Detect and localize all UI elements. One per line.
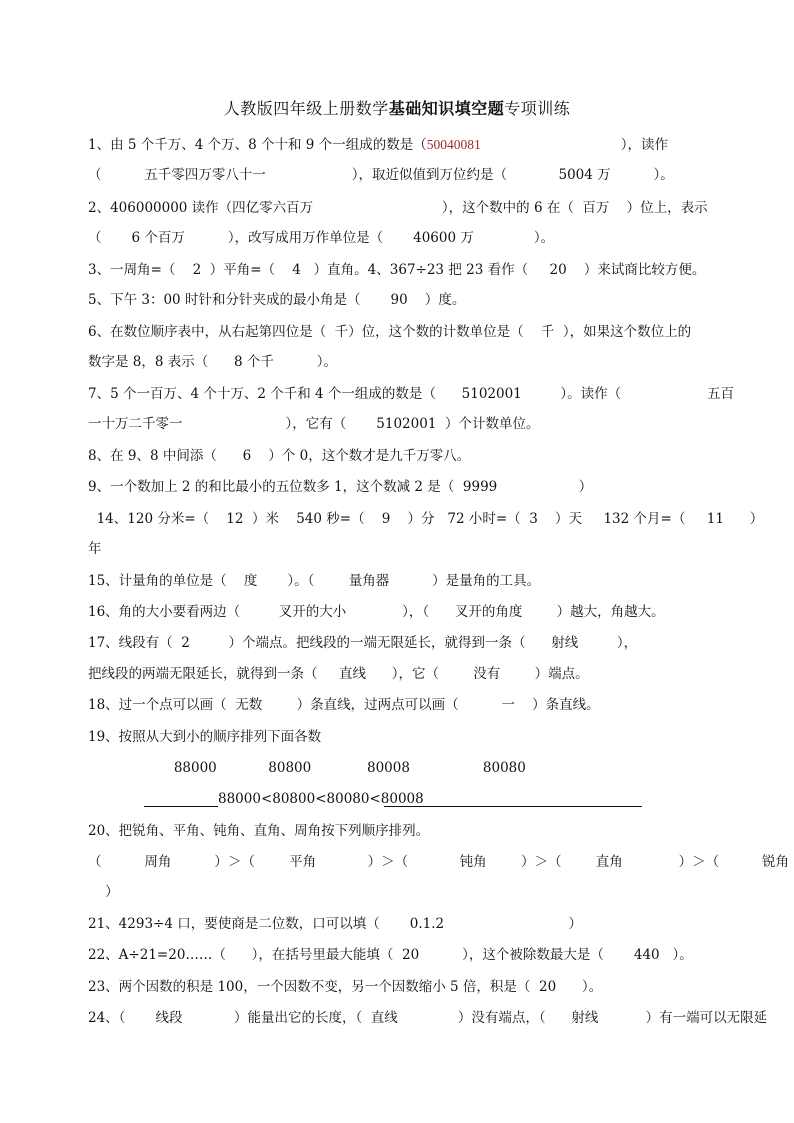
title-part-1: 人教版四年级上册数学 <box>223 99 389 118</box>
question-17-line-1: 17、线段有（ 2 ）个端点。把线段的一端无限延长，就得到一条（ 射线 ）， <box>88 635 638 651</box>
question-2-line-1: 2、406000000 读作（四亿零六百万 ），这个数中的 6 在（ 百万 ）位上，表示 <box>88 200 708 216</box>
question-15: 15、计量角的单位是（ 度 ）。（ 量角器 ）是量角的工具。 <box>88 573 541 589</box>
question-5: 5、下午 3：00 时针和分针夹成的最小角是（ 90 ）度。 <box>88 292 466 308</box>
question-20-prompt: 20、把锐角、平角、钝角、直角、周角按下列顺序排列。 <box>88 823 430 839</box>
question-1-line-2: （ 五千零四万零八十一 ），取近似值到万位约是（ 5004 万 ）。 <box>88 167 674 183</box>
question-20-answer-line-1: （ 周角 ）＞（ 平角 ）＞（ 钝角 ）＞（ 直角 ）＞（ 锐角 <box>88 854 790 870</box>
question-1-text-end: ），读作 <box>620 137 668 153</box>
question-19-answer: 88000<80800<80080<80008 <box>218 791 424 807</box>
question-16: 16、角的大小要看两边（ 叉开的大小 ），（ 叉开的角度 ）越大，角越大。 <box>88 604 665 620</box>
question-22: 22、A÷21=20……（ ），在括号里最大能填（ 20 ），这个被除数最大是（ 440 ）。 <box>88 947 693 963</box>
question-19-numbers: 88000 80800 80008 80080 <box>88 760 526 776</box>
question-14-line-1: 14、120 分米=（ 12 ）米 540 秒=（ 9 ）分 72 小时=（ 3 ）天 132 个月=（ 11 ） <box>88 511 764 527</box>
question-1-line-1 <box>88 135 668 155</box>
question-1-text: 1、由 5 个千万、4 个万、8 个十和 9 个一组成的数是（ <box>88 137 427 153</box>
question-18: 18、过一个点可以画（ 无数 ）条直线，过两点可以画（ 一 ）条直线。 <box>88 697 600 713</box>
question-6-line-2: 数字是 8，8 表示（ 8 个千 ）。 <box>88 354 338 370</box>
question-21: 21、4293÷4 口，要使商是二位数，口可以填（ 0.1.2 ） <box>88 916 583 932</box>
question-2-line-2: （ 6 个百万 ），改写成用万作单位是（ 40600 万 ）。 <box>88 230 555 246</box>
question-8: 8、在 9、8 中间添（ 6 ）个 0，这个数才是九千万零八。 <box>88 448 471 464</box>
question-6-line-1: 6、在数位顺序表中，从右起第四位是（ 千）位，这个数的计数单位是（ 千 ），如果这个数位上的 <box>88 324 692 340</box>
question-7-line-2: 一十万二千零一 ），它有（ 5102001 ）个计数单位。 <box>88 416 540 432</box>
question-20-answer-line-2: ） <box>88 884 119 900</box>
question-19-prompt: 19、按照从大到小的顺序排列下面各数 <box>88 729 322 745</box>
question-9: 9、一个数加上 2 的和比最小的五位数多 1，这个数减 2 是（ 9999 ） <box>88 479 593 495</box>
answer-line-left <box>144 806 218 807</box>
question-23: 23、两个因数的积是 100，一个因数不变，另一个因数缩小 5 倍，积是（ 20 ）。 <box>88 979 603 995</box>
question-1-answer: 50040081 <box>426 137 481 152</box>
question-17-line-2: 把线段的两端无限延长，就得到一条（ 直线 ），它（ 没有 ）端点。 <box>88 666 589 682</box>
question-7-line-1: 7、5 个一百万、4 个十万、2 个千和 4 个一组成的数是（ 5102001 ）。读作（ 五百 <box>88 386 734 402</box>
page-title <box>0 96 794 119</box>
answer-line-right <box>384 806 642 807</box>
question-14-line-2: 年 <box>88 541 102 557</box>
title-part-3: 专项训练 <box>504 99 571 118</box>
title-part-2: 基础知识填空题 <box>388 99 505 118</box>
question-3-4: 3、一周角=（ 2 ）平角=（ 4 ）直角。4、367÷23 把 23 看作（ 20 ）来试商比较方便。 <box>88 262 706 278</box>
question-24: 24、（ 线段 ）能量出它的长度，（ 直线 ）没有端点，（ 射线 ）有一端可以无限延 <box>88 1010 768 1026</box>
